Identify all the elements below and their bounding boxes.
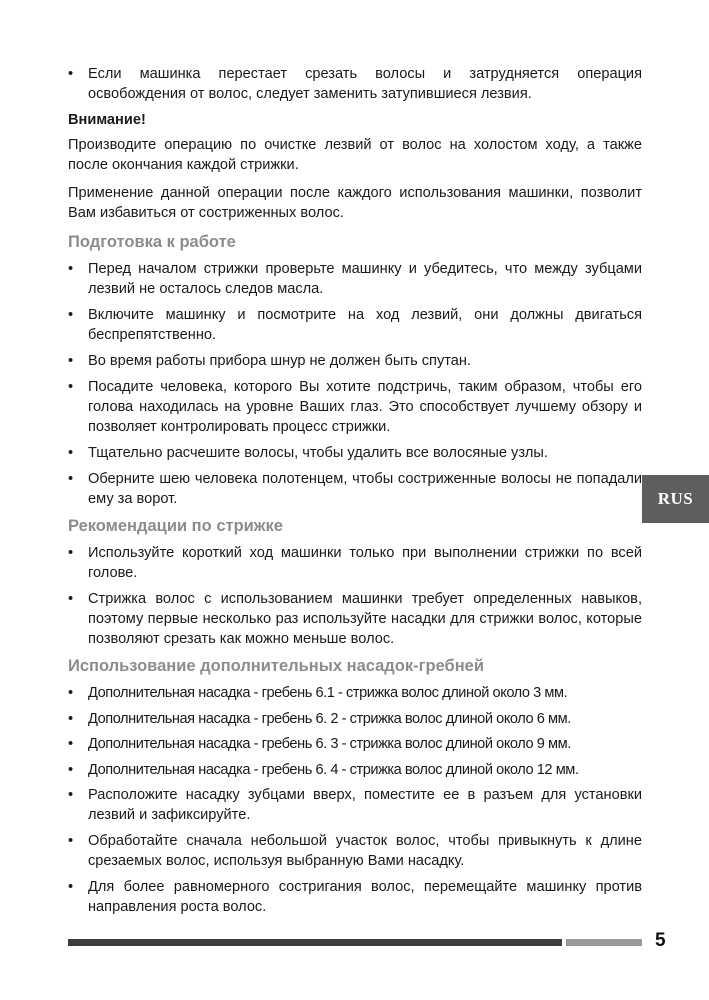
attention-label: Внимание! <box>68 112 146 128</box>
section-title-preparation: Подготовка к работе <box>68 233 236 251</box>
page-number: 5 <box>655 930 666 951</box>
list-item: • Тщательно расчешите волосы, чтобы удалить все волосяные узлы. <box>68 443 642 463</box>
section-title-recommendations: Рекомендации по стрижке <box>68 517 283 535</box>
list-item: • Дополнительная насадка - гребень 6.1 - стрижка волос длиной около 3 мм. <box>68 683 642 703</box>
list-item: • Расположите насадку зубцами вверх, поместите ее в разъем для установки лезвий и зафиксируйте. <box>68 785 642 825</box>
page-content <box>68 64 642 923</box>
language-tab: RUS <box>642 475 709 523</box>
list-item: • Во время работы прибора шнур не должен быть спутан. <box>68 351 642 371</box>
paragraph: Производите операцию по очистке лезвий от волос на холостом ходу, а также после окончания каждой стрижки. <box>68 137 642 173</box>
list-item: • Если машинка перестает срезать волосы и затрудняется операция освобождения от волос, следует заменить затупившиеся лезвия. <box>68 64 642 104</box>
section-title-attachments: Использование дополнительных насадок-гребней <box>68 657 485 675</box>
list-item: • Используйте короткий ход машинки только при выполнении стрижки по всей голове. <box>68 543 642 583</box>
footer-bar-dark <box>68 939 562 946</box>
list-item: • Стрижка волос с использованием машинки требует определенных навыков, поэтому первые несколько раз используйте насадки для стрижки волос, которые позволяют срезать как можно меньше волос. <box>68 589 642 649</box>
list-item: • Включите машинку и посмотрите на ход лезвий, они должны двигаться беспрепятственно. <box>68 305 642 345</box>
list-item: • Оберните шею человека полотенцем, чтобы состриженные волосы не попадали ему за ворот. <box>68 469 642 509</box>
list-item: • Дополнительная насадка - гребень 6. 3 - стрижка волос длиной около 9 мм. <box>68 734 642 754</box>
footer-bar-light <box>566 939 642 946</box>
list-item: • Обработайте сначала небольшой участок волос, чтобы привыкнуть к длине срезаемых волос, используя выбранную Вами насадку. <box>68 831 642 871</box>
paragraph: Применение данной операции после каждого использования машинки, позволит Вам избавиться от состриженных волос. <box>68 185 642 221</box>
list-item: • Дополнительная насадка - гребень 6. 2 - стрижка волос длиной около 6 мм. <box>68 709 642 729</box>
list-item: • Посадите человека, которого Вы хотите подстричь, таким образом, чтобы его голова находилась на уровне Ваших глаз. Это способствует лучшему обзору и позволяет контролировать процесс стрижки. <box>68 377 642 437</box>
list-item: • Для более равномерного состригания волос, перемещайте машинку против направления роста волос. <box>68 877 642 917</box>
list-item: • Перед началом стрижки проверьте машинку и убедитесь, что между зубцами лезвий не осталось следов масла. <box>68 259 642 299</box>
list-item: • Дополнительная насадка - гребень 6. 4 - стрижка волос длиной около 12 мм. <box>68 760 642 780</box>
